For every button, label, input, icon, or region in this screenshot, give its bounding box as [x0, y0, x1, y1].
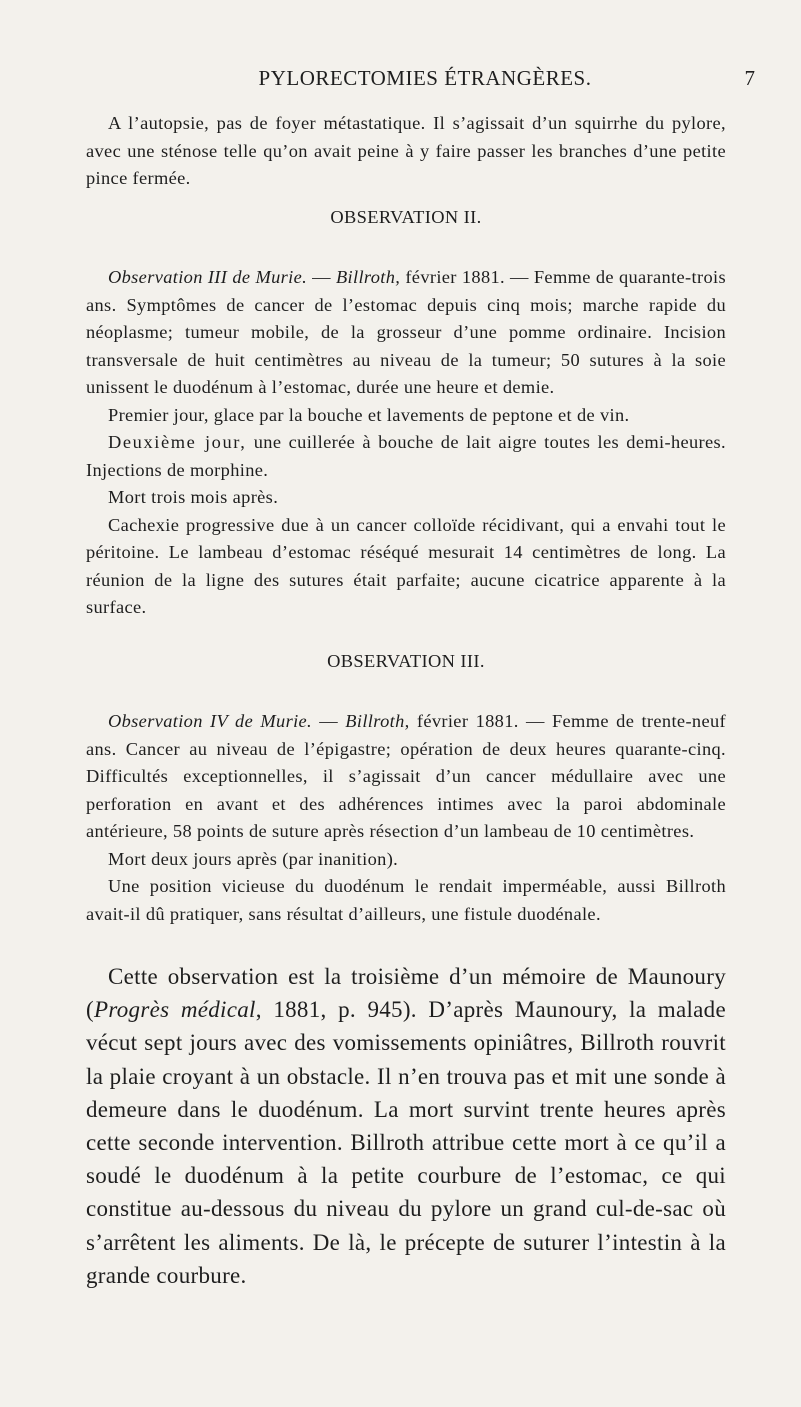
obs2-paragraph-3 [86, 429, 726, 484]
commentary-journal: Progrès médical [93, 997, 256, 1023]
page-number: 7 [744, 66, 755, 90]
obs2-p3-text: une cuillerée à bouche de lait aigre toutes les demi-heures. Injections de morphine. [86, 432, 727, 480]
commentary-rest: , 1881, p. 945). D’après Maunoury, la malade vécut sept jours avec des vomissements opiniâtres, Billroth rouvrit la plaie croyant à un obstacle. Il n’en trouva pas et mit une sonde à demeure dans le duodénum. La mort survint trente heures après cette seconde intervention. Billroth attribue cette mort à ce qu’il a soudé le duodénum à la petite courbure de l’estomac, ce qui constitue au-dessous du niveau du pylore un grand cul-de-sac où s’arrêtent les aliments. De là, le précepte de suturer l’intestin à la grande courbure. [86, 997, 726, 1288]
running-title: PYLORECTOMIES ÉTRANGÈRES. [258, 66, 592, 90]
page-header [150, 66, 755, 94]
obs2-paragraph-4: Mort trois mois après. [108, 487, 279, 507]
observation-3-heading: OBSERVATION III. [327, 651, 485, 671]
obs2-p1-text: février 1881. — Femme de quarante-trois ans. Symptômes de cancer de l’estomac depuis cinq mois; marche rapide du néoplasme; tumeur mobile, de la grosseur d’une pomme ordinaire. Incision transversale de huit centimètres au niveau de la tumeur; 50 sutures à la soie unissent le duodénum à l’estomac, durée une heure et demie. [86, 267, 726, 397]
commentary-text [86, 960, 726, 1292]
obs3-paragraph-1 [86, 708, 726, 846]
obs3-p1-text: février 1881. — Femme de trente-neuf ans. Cancer au niveau de l’épigastre; opération de deux heures quarante-cinq. Difficultés exceptionnelles, il s’agissait d’un cancer médullaire avec une perforation en avant et des adhérences intimes avec la paroi abdominale antérieure, 58 points de suture après résection d’un lambeau de 10 centimètres. [86, 711, 726, 841]
observation-2-body [86, 264, 726, 622]
intro-text: A l’autopsie, pas de foyer métastatique. Il s’agissait d’un squirrhe du pylore, avec une sténose telle qu’on avait peine à y faire passer les branches d’une petite pince fermée. [86, 113, 726, 188]
obs2-paragraph-5: Cachexie progressive due à un cancer colloïde récidivant, qui a envahi tout le péritoine. Le lambeau d’estomac réséqué mesurait 14 centimètres de long. La réunion de la ligne des sutures était parfaite; aucune cicatrice apparente à la surface. [86, 514, 726, 617]
intro-paragraph [86, 110, 726, 193]
obs3-dash: — [312, 711, 346, 731]
observation-3-body [86, 708, 726, 928]
obs2-paragraph-2: Premier jour, glace par la bouche et lavements de peptone et de vin. [108, 404, 630, 425]
obs3-source: Observation IV de Murie. [108, 711, 312, 731]
obs2-day-two: Deuxième jour, [108, 432, 247, 452]
commentary-lead: Cette observation est la troisième d’un mémoire de Maunoury ( [86, 964, 726, 1023]
obs3-author: Billroth, [345, 711, 410, 731]
obs2-paragraph-1 [86, 264, 726, 402]
obs2-source: Observation III de Murie. [108, 267, 308, 287]
obs2-dash: — [307, 267, 336, 287]
obs3-paragraph-3: Une position vicieuse du duodénum le rendait imperméable, aussi Billroth avait-il dû pratiquer, sans résultat d’ailleurs, une fistule duodénale. [86, 876, 726, 924]
obs2-author: Billroth, [335, 267, 401, 287]
commentary-paragraph [86, 960, 726, 1292]
obs3-paragraph-2: Mort deux jours après (par inanition). [108, 848, 399, 869]
observation-2-heading: OBSERVATION II. [330, 207, 482, 227]
